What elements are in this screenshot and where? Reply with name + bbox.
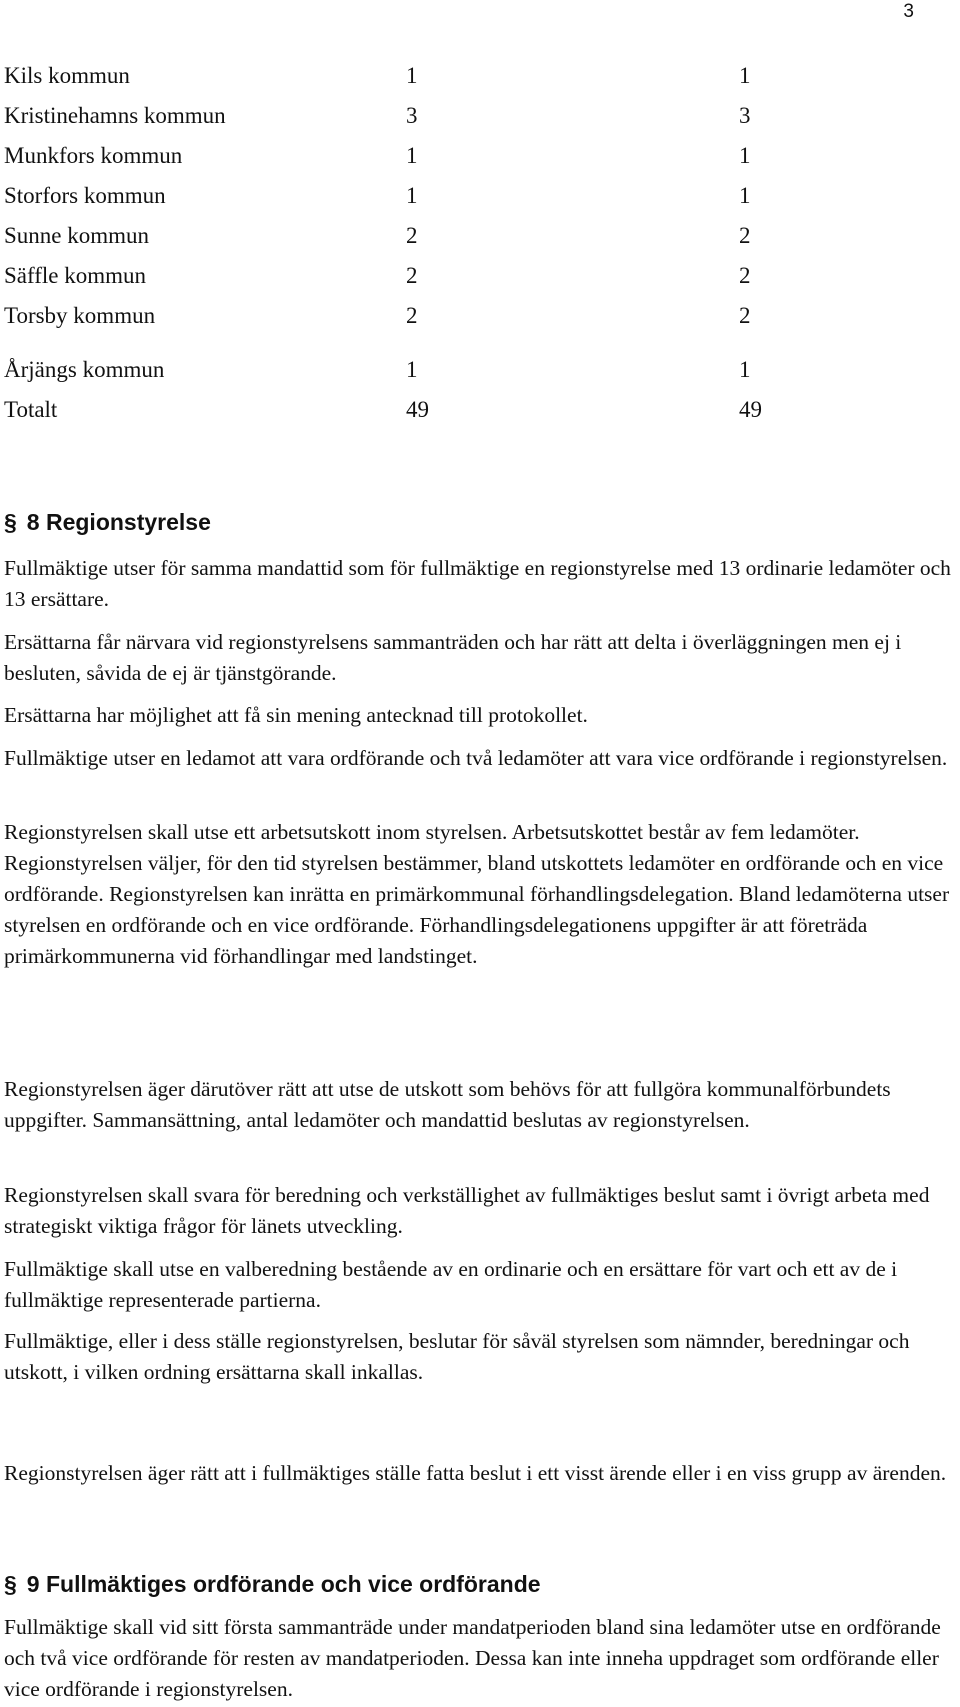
paragraph: Fullmäktige, eller i dess ställe regionstyrelsen, beslutar för såväl styrelsen som nämnder, beredningar och utskott, i vilken ordning ersättarna skall inkallas. xyxy=(4,1329,910,1384)
section-8-heading xyxy=(4,508,211,536)
count-a: 3 xyxy=(406,103,418,128)
count-a: 1 xyxy=(406,357,418,382)
paragraph: Fullmäktige skall vid sitt första sammanträde under mandatperioden bland sina ledamöter utse en ordförande och två vice ordförande för resten av mandatperioden. Dessa kan inte inneha uppdraget som ordförande eller vice ordförande i regionstyrelsen. xyxy=(4,1615,941,1701)
count-b: 2 xyxy=(739,223,751,248)
paragraph: Fullmäktige utser för samma mandattid som för fullmäktige en regionstyrelse med 13 ordinarie ledamöter och 13 ersättare. xyxy=(4,556,951,611)
paragraph: Regionstyrelsen äger därutöver rätt att utse de utskott som behövs för att fullgöra kommunalförbundets uppgifter. Sammansättning, antal ledamöter och mandattid beslutas av regionstyrelsen. xyxy=(4,1077,891,1132)
municipality-name: Årjängs kommun xyxy=(4,357,165,382)
total-b: 49 xyxy=(739,397,762,422)
table-row xyxy=(4,222,764,262)
table-row xyxy=(4,62,764,102)
count-b: 1 xyxy=(739,183,751,208)
table-row xyxy=(4,356,764,396)
paragraph: Ersättarna har möjlighet att få sin mening antecknad till protokollet. xyxy=(4,703,588,727)
section-9-title: 9 Fullmäktiges ordförande och vice ordförande xyxy=(26,1571,541,1597)
total-label: Totalt xyxy=(4,397,58,422)
count-a: 1 xyxy=(406,63,418,88)
municipality-name: Kristinehamns kommun xyxy=(4,103,226,128)
paragraph: Ersättarna får närvara vid regionstyrelsens sammanträden och har rätt att delta i överläggningen men ej i besluten, såvida de ej är tjänstgörande. xyxy=(4,630,902,685)
municipality-name: Sunne kommun xyxy=(4,223,150,248)
table-row xyxy=(4,142,764,182)
count-b: 3 xyxy=(739,103,751,128)
table-row xyxy=(4,262,764,302)
count-a: 2 xyxy=(406,303,418,328)
paragraph: Fullmäktige utser en ledamot att vara ordförande och två ledamöter att vara vice ordförande i regionstyrelsen. xyxy=(4,746,948,770)
count-b: 2 xyxy=(739,303,751,328)
table-row xyxy=(4,102,764,142)
total-a: 49 xyxy=(406,397,429,422)
table-row xyxy=(4,302,764,342)
count-b: 2 xyxy=(739,263,751,288)
count-b: 1 xyxy=(739,143,751,168)
count-a: 1 xyxy=(406,143,418,168)
table-total-row xyxy=(4,396,764,432)
paragraph: Regionstyrelsen äger rätt att i fullmäktiges ställe fatta beslut i ett visst ärende eller i en viss grupp av ärenden. xyxy=(4,1461,947,1485)
municipality-name: Munkfors kommun xyxy=(4,143,183,168)
paragraph: Regionstyrelsen skall utse ett arbetsutskott inom styrelsen. Arbetsutskottet består av fem ledamöter. Regionstyrelsen väljer, för den tid styrelsen bestämmer, bland utskottets ledamöter en ordförande och en vice ordförande. Regionstyrelsen kan inrätta en primärkommunal förhandlingsdelegation. Bland ledamöterna utser styrelsen en ordförande och en vice ordförande. Förhandlingsdelegationens uppgifter är att företräda primärkommunerna vid förhandlingar med landstinget. xyxy=(4,820,950,968)
table-row xyxy=(4,182,764,222)
count-b: 1 xyxy=(739,63,751,88)
count-a: 1 xyxy=(406,183,418,208)
section-9-heading xyxy=(4,1570,541,1598)
section-symbol: § xyxy=(4,509,17,535)
paragraph: Regionstyrelsen skall svara för beredning och verkställighet av fullmäktiges beslut samt i övrigt arbeta med strategiskt viktiga frågor för länets utveckling. xyxy=(4,1183,930,1238)
count-a: 2 xyxy=(406,223,418,248)
municipality-name: Torsby kommun xyxy=(4,303,156,328)
paragraph: Fullmäktige skall utse en valberedning bestående av en ordinarie och en ersättare för vart och ett av de i fullmäktige representerade partierna. xyxy=(4,1257,898,1312)
municipality-name: Säffle kommun xyxy=(4,263,147,288)
section-8-title: 8 Regionstyrelse xyxy=(26,509,211,535)
page-number: 3 xyxy=(903,1,914,22)
mandate-table xyxy=(4,62,764,432)
municipality-name: Kils kommun xyxy=(4,63,130,88)
section-symbol: § xyxy=(4,1571,17,1597)
count-b: 1 xyxy=(739,357,751,382)
count-a: 2 xyxy=(406,263,418,288)
municipality-name: Storfors kommun xyxy=(4,183,166,208)
